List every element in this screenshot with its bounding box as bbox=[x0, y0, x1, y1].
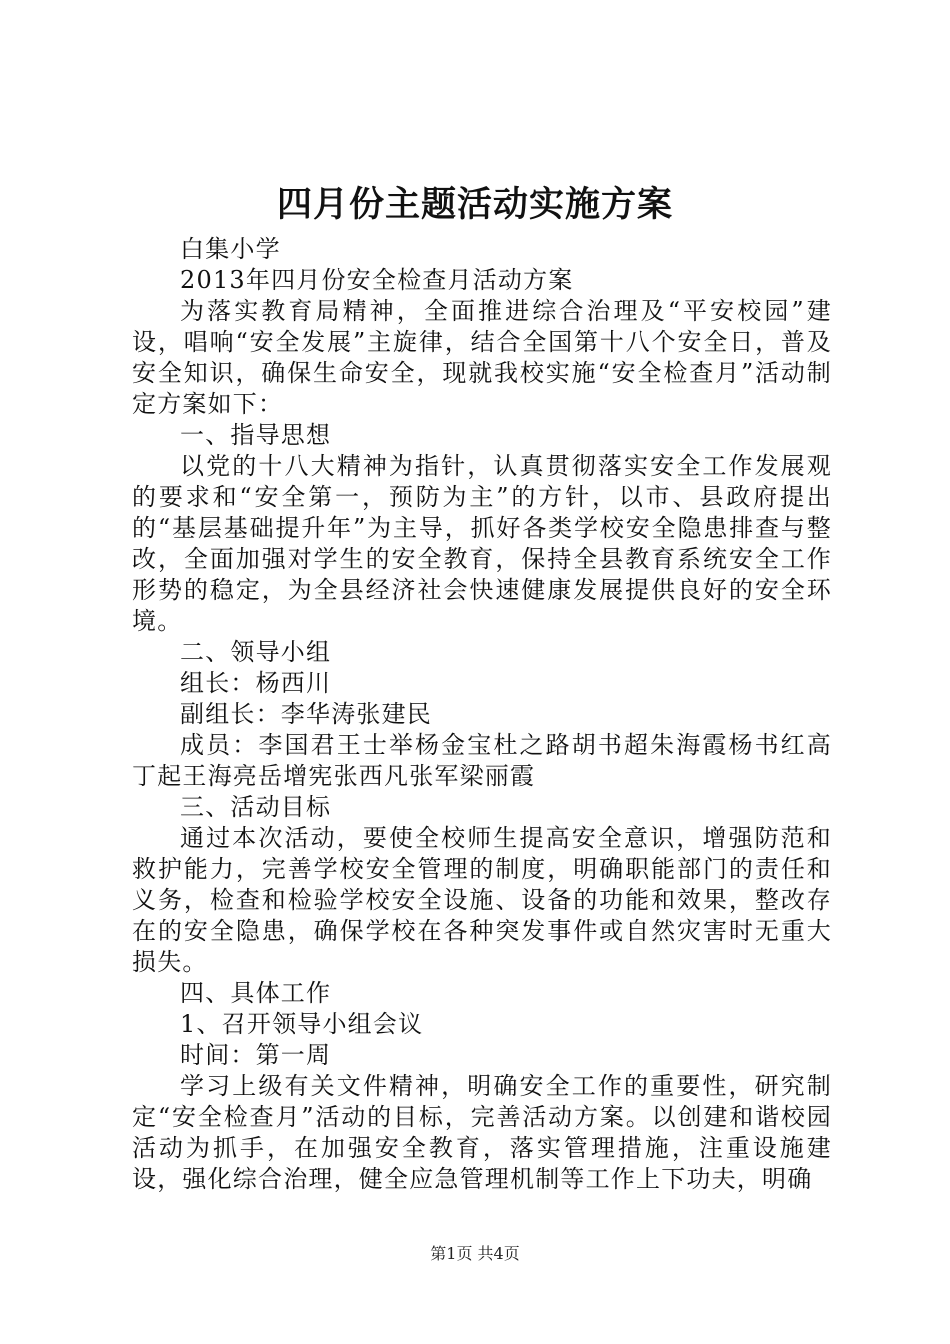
deputy-leader-line: 副组长：李华涛张建民 bbox=[180, 700, 432, 728]
school-name: 白集小学 bbox=[180, 235, 281, 263]
section-heading-2: 二、领导小组 bbox=[180, 638, 332, 666]
plan-subtitle: 2013年四月份安全检查月活动方案 bbox=[180, 266, 574, 294]
page-number-footer: 第1页 共4页 bbox=[430, 1244, 520, 1263]
section-heading-3: 三、活动目标 bbox=[180, 793, 332, 821]
intro-paragraph: 为落实教育局精神，全面推进综合治理及“平安校园”建设，唱响“安全发展”主旋律，结合全国第十八个安全日，普及安全知识，确保生命安全，现就我校实施“安全检查月”活动制定方案如下： bbox=[132, 297, 832, 418]
time-line: 时间：第一周 bbox=[180, 1041, 332, 1069]
section-heading-4: 四、具体工作 bbox=[180, 979, 332, 1007]
section-heading-1: 一、指导思想 bbox=[180, 421, 332, 449]
subsection-heading-1: 1、召开领导小组会议 bbox=[180, 1010, 424, 1038]
document-body bbox=[132, 234, 832, 1195]
group-leader-line: 组长：杨西川 bbox=[180, 669, 332, 697]
meeting-content-paragraph: 学习上级有关文件精神，明确安全工作的重要性，研究制定“安全检查月”活动的目标，完善活动方案。以创建和谐校园活动为抓手，在加强安全教育，落实管理措施，注重设施建设，强化综合治理，健全应急管理机制等工作上下功夫，明确 bbox=[132, 1072, 832, 1193]
document-title: 四月份主题活动实施方案 bbox=[276, 184, 673, 225]
activity-goals-paragraph: 通过本次活动，要使全校师生提高安全意识，增强防范和救护能力，完善学校安全管理的制度，明确职能部门的责任和义务，检查和检验学校安全设施、设备的功能和效果，整改存在的安全隐患，确保学校在各种突发事件或自然灾害时无重大损失。 bbox=[132, 824, 832, 976]
members-paragraph: 成员：李国君王士举杨金宝杜之路胡书超朱海霞杨书红高丁起王海亮岳增宪张西凡张军梁丽霞 bbox=[132, 731, 832, 790]
guiding-ideology-paragraph: 以党的十八大精神为指针，认真贯彻落实安全工作发展观的要求和“安全第一，预防为主”的方针，以市、县政府提出的“基层基础提升年”为主导，抓好各类学校安全隐患排查与整改，全面加强对学生的安全教育，保持全县教育系统安全工作形势的稳定，为全县经济社会快速健康发展提供良好的安全环境。 bbox=[132, 452, 832, 635]
